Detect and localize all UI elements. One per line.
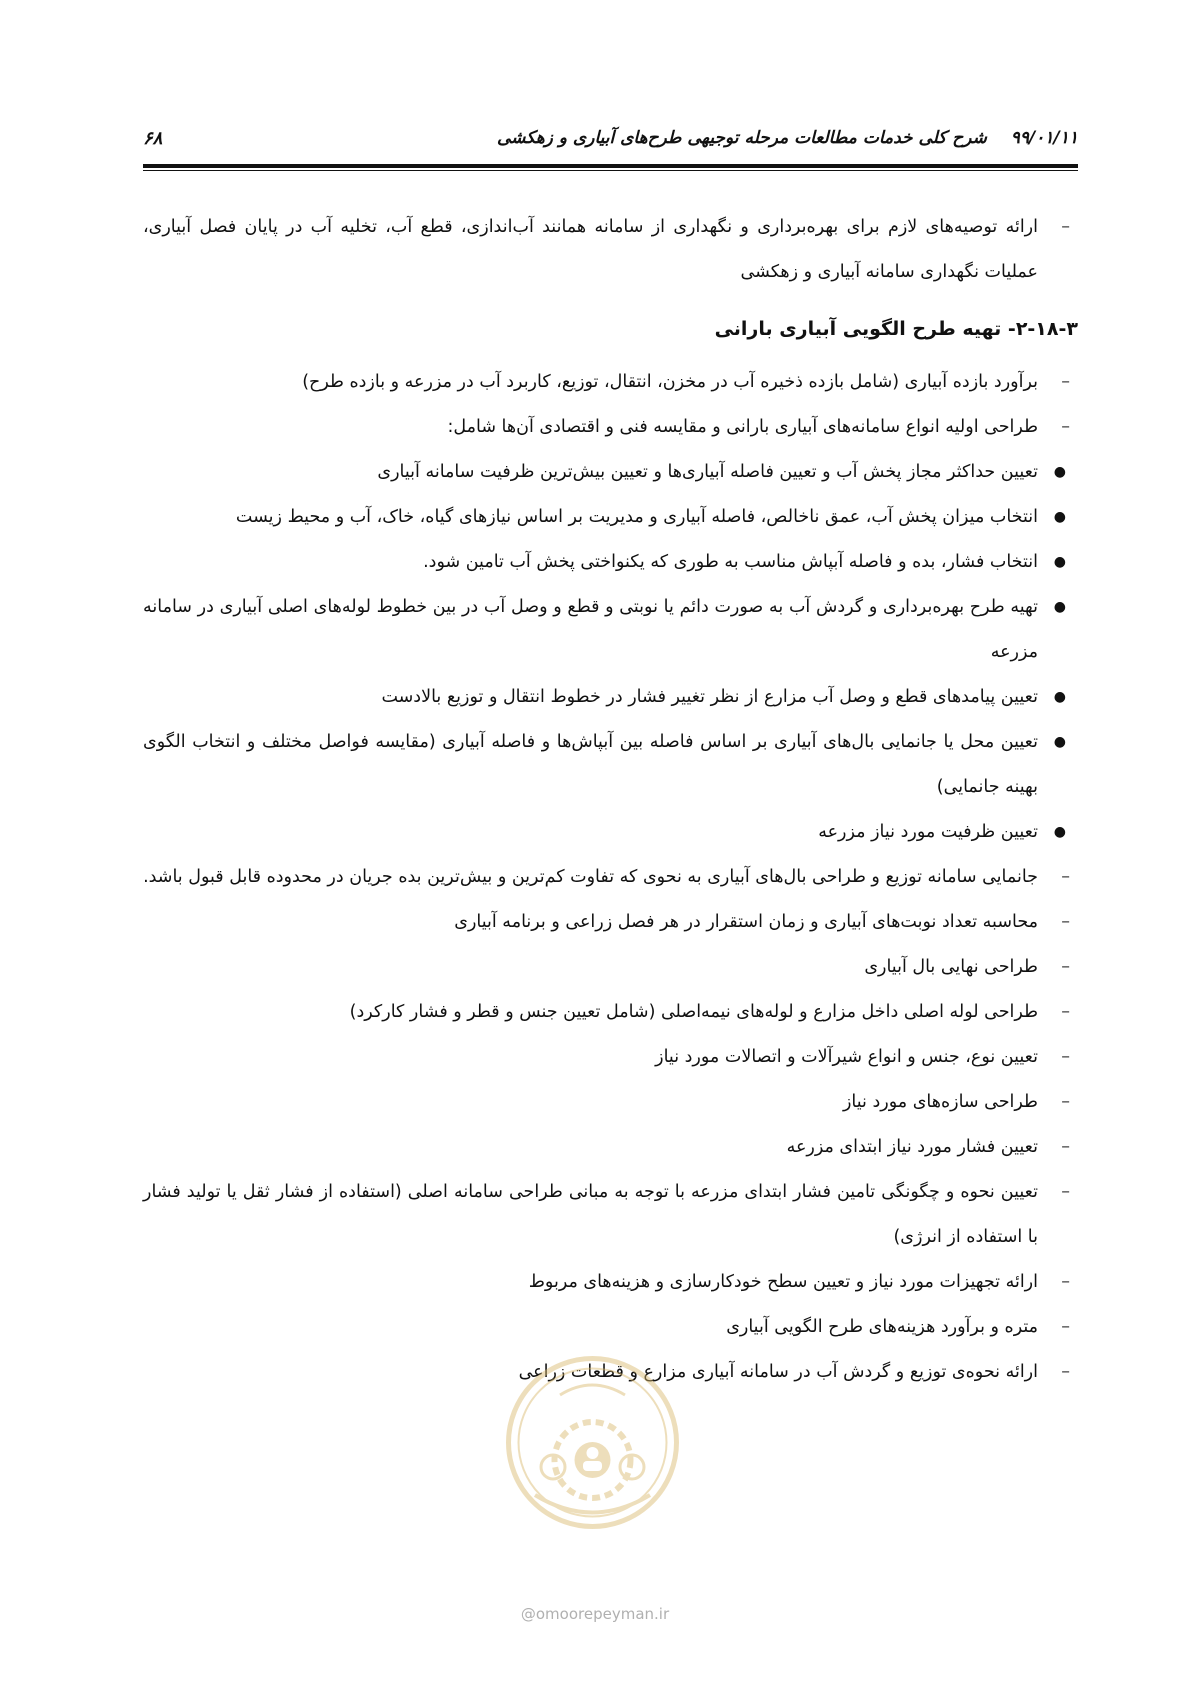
item-text: تعیین نحوه و چگونگی تامین فشار ابتدای مزرعه با توجه به مبانی طراحی سامانه اصلی (استفاده از فشار ثقل یا تولید فشار با استفاده از انرژی) bbox=[143, 1182, 1038, 1247]
bullet-list-item bbox=[143, 810, 1078, 855]
dash-list-item bbox=[143, 405, 1078, 450]
item-text: تعیین نوع، جنس و انواع شیرآلات و اتصالات مورد نیاز bbox=[655, 1047, 1038, 1067]
dash-marker: – bbox=[1061, 1137, 1070, 1157]
item-text: تعیین ظرفیت مورد نیاز مزرعه bbox=[818, 822, 1038, 842]
bullet-marker: ● bbox=[1053, 734, 1066, 750]
section-heading: ۲-۱۸-۳- تهیه طرح الگویی آبیاری بارانی bbox=[714, 318, 1078, 340]
watermark-logo bbox=[505, 1355, 680, 1530]
dash-marker: – bbox=[1061, 1002, 1070, 1022]
item-text: جانمایی سامانه توزیع و طراحی بال‌های آبیاری به نحوی که تفاوت کم‌ترین و بیش‌ترین بده جریان در محدوده قابل قبول باشد. bbox=[143, 867, 1038, 887]
item-text: تعیین فشار مورد نیاز ابتدای مزرعه bbox=[786, 1137, 1038, 1157]
dash-marker: – bbox=[1061, 417, 1070, 437]
header-title bbox=[497, 128, 1078, 148]
item-text: تهیه طرح بهره‌برداری و گردش آب به صورت دائم یا نوبتی و قطع و وصل آب در بین خطوط لوله‌های اصلی آبیاری در سامانه مزرعه bbox=[143, 597, 1038, 662]
item-text: تعیین حداکثر مجاز پخش آب و تعیین فاصله آبیاری‌ها و تعیین بیش‌ترین ظرفیت سامانه آبیاری bbox=[377, 462, 1038, 482]
bullet-marker: ● bbox=[1053, 464, 1066, 480]
item-text: طراحی لوله اصلی داخل مزارع و لوله‌های نیمه‌اصلی (شامل تعیین جنس و قطر و فشار کارکرد) bbox=[349, 1002, 1038, 1022]
bullet-list-item bbox=[143, 540, 1078, 585]
bullet-list-item bbox=[143, 675, 1078, 720]
header-title-text: شرح کلی خدمات مطالعات مرحله توجیهی طرح‌های آبیاری و زهکشی bbox=[496, 128, 987, 148]
bullet-marker: ● bbox=[1053, 689, 1066, 705]
item-text: محاسبه تعداد نوبت‌های آبیاری و زمان استقرار در هر فصل زراعی و برنامه آبیاری bbox=[454, 912, 1038, 932]
watermark-url: @omoorepeyman.ir bbox=[520, 1605, 670, 1623]
bullet-list-item bbox=[143, 585, 1078, 675]
dash-marker: – bbox=[1061, 1047, 1070, 1067]
dash-list-item bbox=[143, 1125, 1078, 1170]
dash-list-item bbox=[143, 1170, 1078, 1260]
bullet-marker: ● bbox=[1053, 509, 1066, 525]
dash-list-item bbox=[143, 360, 1078, 405]
item-text: طراحی سازه‌های مورد نیاز bbox=[842, 1092, 1038, 1112]
bullet-marker: ● bbox=[1053, 599, 1066, 615]
dash-marker: – bbox=[1061, 1182, 1070, 1202]
dash-marker: – bbox=[1061, 912, 1070, 932]
dash-marker: – bbox=[1061, 1272, 1070, 1292]
item-text: برآورد بازده آبیاری (شامل بازده ذخیره آب در مخزن، انتقال، توزیع، کاربرد آب در مزرعه و بازده طرح) bbox=[302, 372, 1038, 392]
dash-list-item bbox=[143, 1260, 1078, 1305]
bullet-marker: ● bbox=[1053, 554, 1066, 570]
item-text: ارائه تجهیزات مورد نیاز و تعیین سطح خودکارسازی و هزینه‌های مربوط bbox=[528, 1272, 1038, 1292]
dash-list-item bbox=[143, 855, 1078, 900]
dash-list-item bbox=[143, 990, 1078, 1035]
bullet-list-item bbox=[143, 495, 1078, 540]
header-date: ۹۹/۰۱/۱۱ bbox=[1010, 128, 1078, 148]
item-text: متره و برآورد هزینه‌های طرح الگویی آبیاری bbox=[726, 1317, 1038, 1337]
dash-marker: – bbox=[1061, 217, 1070, 237]
dash-marker: – bbox=[1061, 867, 1070, 887]
item-text: تعیین پیامدهای قطع و وصل آب مزارع از نظر تغییر فشار در خطوط انتقال و توزیع بالادست bbox=[381, 687, 1038, 707]
dash-marker: – bbox=[1061, 1317, 1070, 1337]
dash-marker: – bbox=[1061, 372, 1070, 392]
page-header bbox=[143, 128, 1078, 158]
page-number: ۶۸ bbox=[143, 128, 163, 149]
dash-list-item bbox=[143, 945, 1078, 990]
header-rule-thin bbox=[143, 170, 1078, 171]
dash-marker: – bbox=[1061, 1362, 1070, 1382]
item-text: طراحی اولیه انواع سامانه‌های آبیاری بارانی و مقایسه فنی و اقتصادی آن‌ها شامل: bbox=[447, 417, 1038, 437]
item-text: تعیین محل یا جانمایی بال‌های آبیاری بر اساس فاصله بین آبپاش‌ها و فاصله آبیاری (مقایسه فواصل مختلف و انتخاب الگوی بهینه جانمایی) bbox=[143, 732, 1038, 797]
item-text: ارائه توصیه‌های لازم برای بهره‌برداری و نگهداری از سامانه همانند آب‌اندازی، قطع آب، تخلیه آب در پایان فصل آبیاری، عملیات نگهداری سامانه آبیاری و زهکشی bbox=[143, 217, 1038, 282]
dash-list-item bbox=[143, 1035, 1078, 1080]
item-text: ارائه نحوه‌ی توزیع و گردش آب در سامانه آبیاری مزارع و قطعات زراعی bbox=[518, 1362, 1038, 1382]
dash-list-item bbox=[143, 1305, 1078, 1350]
bullet-list-item bbox=[143, 720, 1078, 810]
dash-list-item bbox=[143, 1080, 1078, 1125]
item-text: انتخاب فشار، بده و فاصله آبپاش مناسب به طوری که یکنواختی پخش آب تامین شود. bbox=[423, 552, 1038, 572]
item-text: انتخاب میزان پخش آب، عمق ناخالص، فاصله آبیاری و مدیریت بر اساس نیازهای گیاه، خاک، آب و محیط زیست bbox=[235, 507, 1038, 527]
document-body bbox=[143, 205, 1078, 1395]
bullet-list-item bbox=[143, 450, 1078, 495]
dash-marker: – bbox=[1061, 1092, 1070, 1112]
header-rule-thick bbox=[143, 164, 1078, 168]
item-text: طراحی نهایی بال آبیاری bbox=[864, 957, 1038, 977]
bullet-marker: ● bbox=[1053, 824, 1066, 840]
dash-list-item bbox=[143, 205, 1078, 295]
dash-marker: – bbox=[1061, 957, 1070, 977]
dash-list-item bbox=[143, 900, 1078, 945]
